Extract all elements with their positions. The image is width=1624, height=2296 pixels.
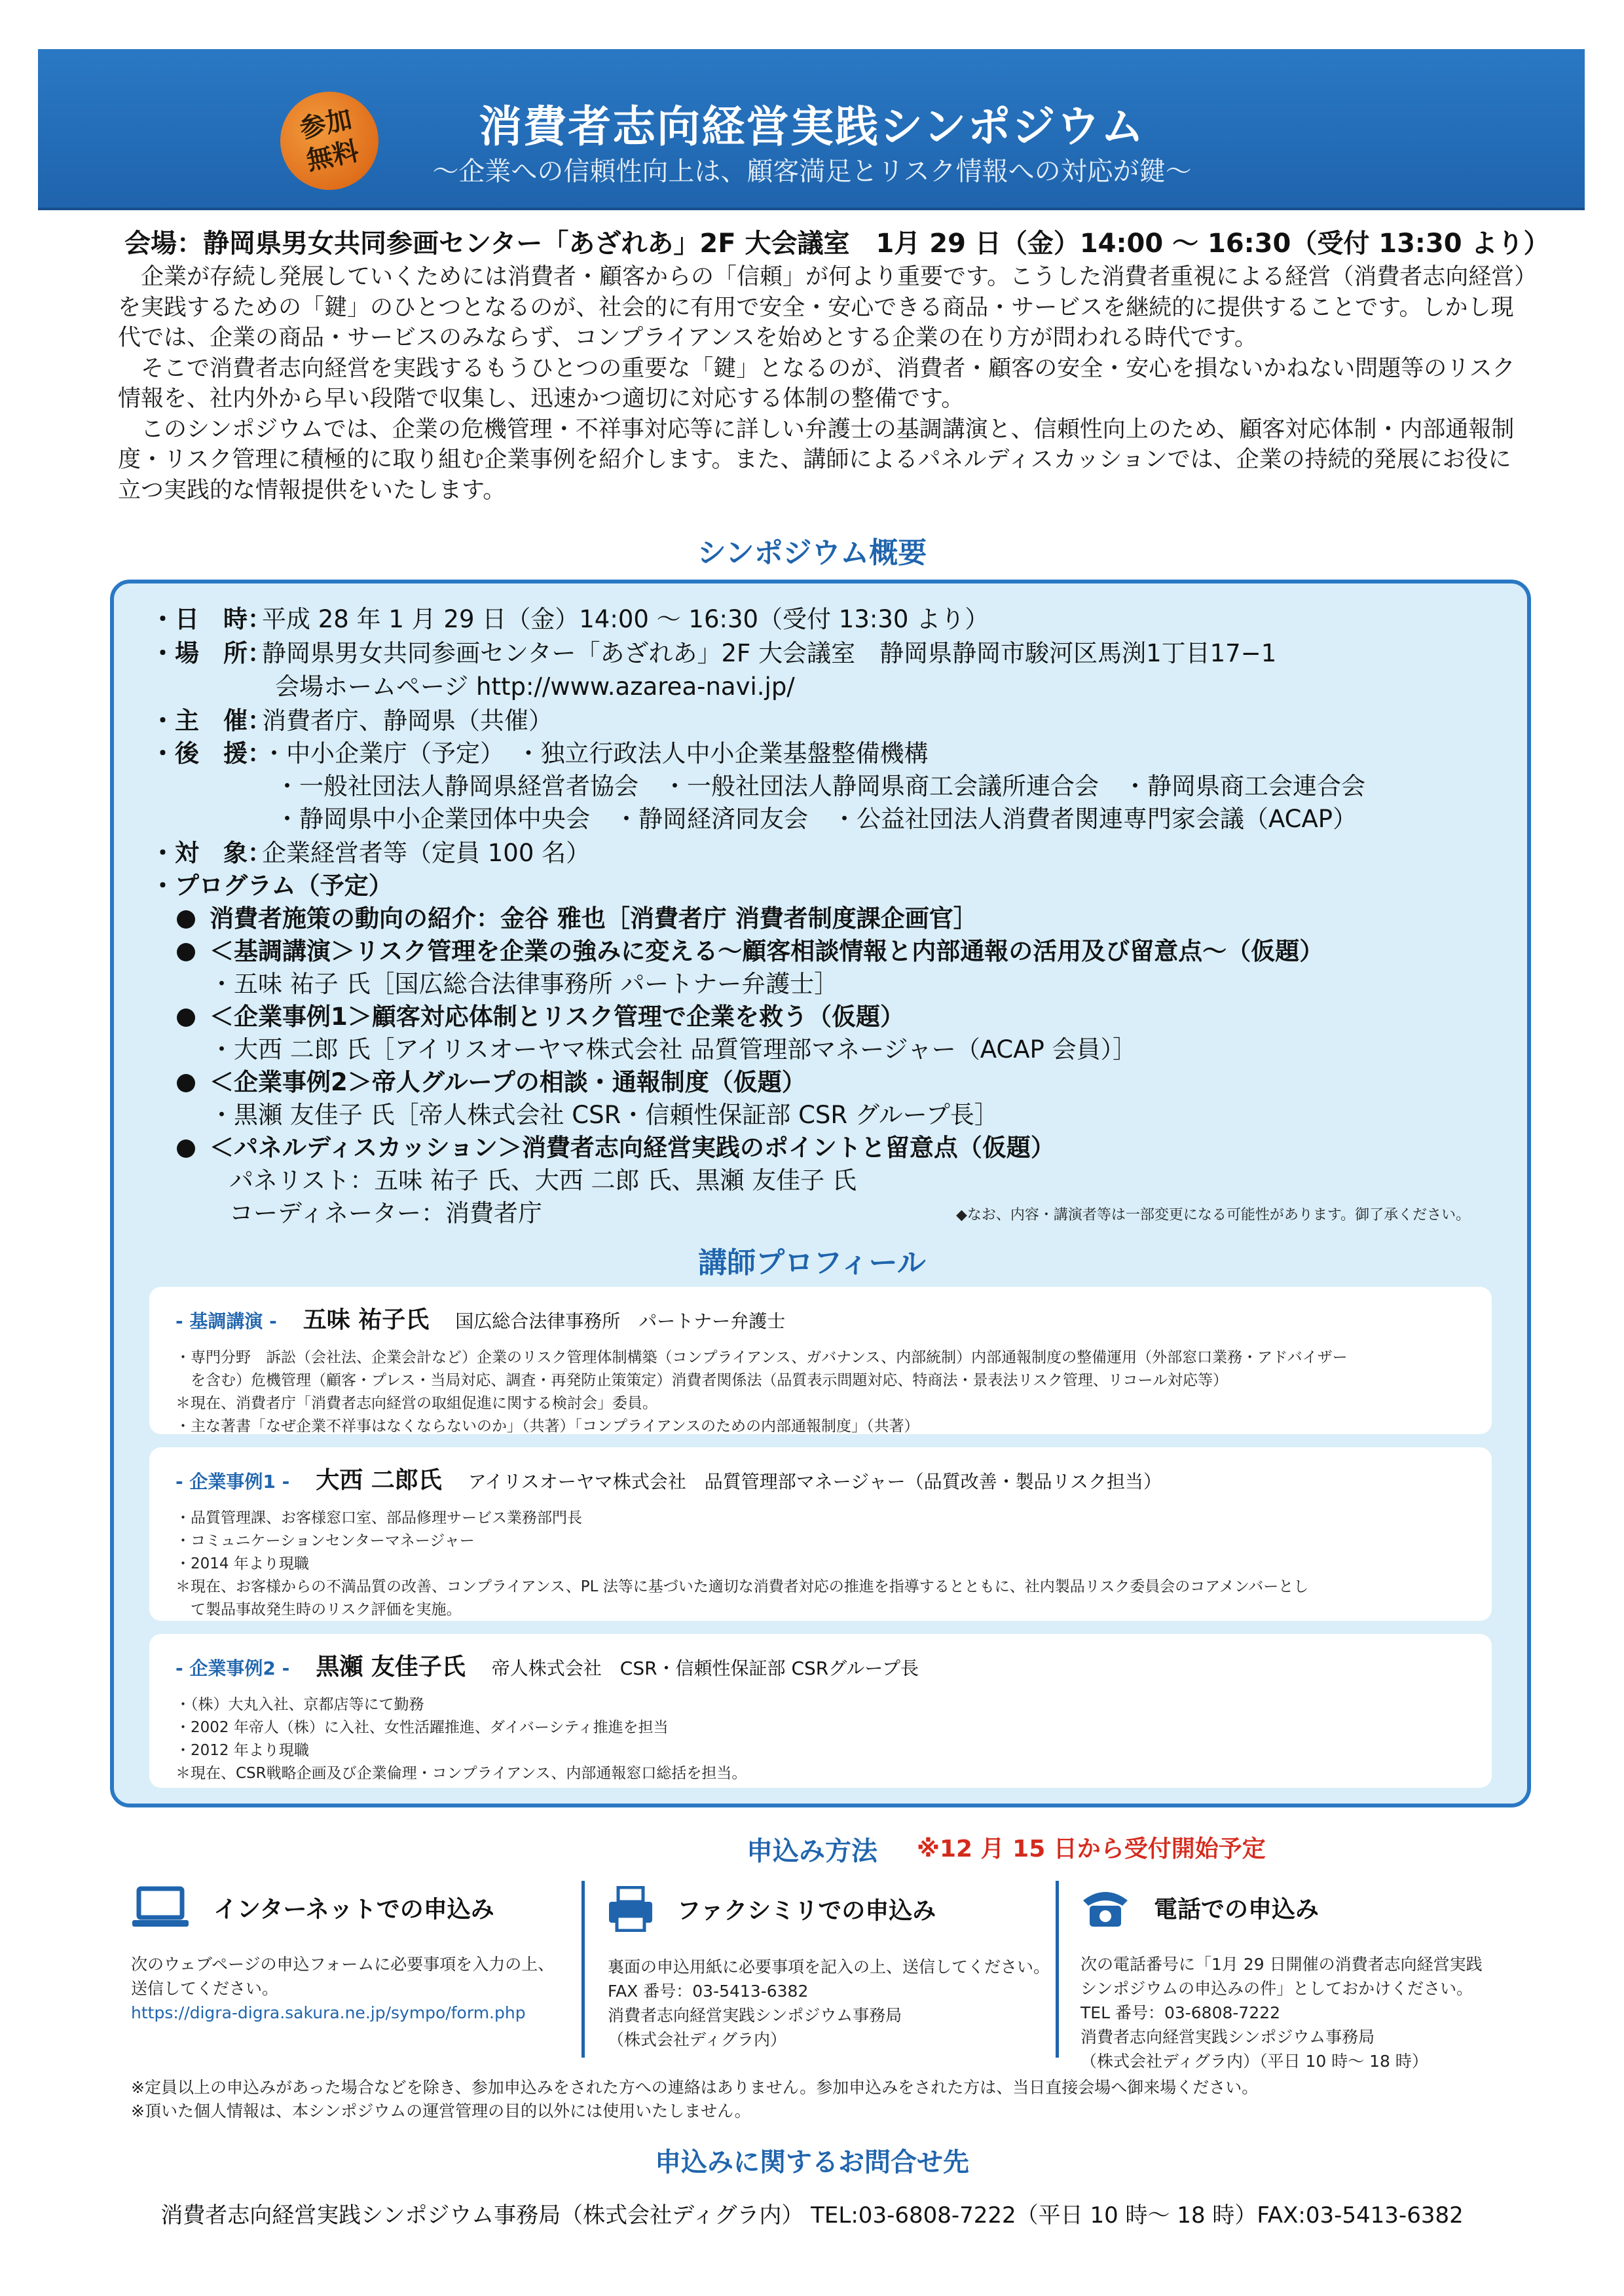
profile-tag: - 企業事例1 -	[175, 1471, 290, 1492]
program-speaker: ・五味 祐子 氏［国広総合法律事務所 パートナー弁護士］	[210, 970, 839, 998]
internet-method-header	[131, 1886, 589, 1935]
method-divider	[581, 1881, 585, 2058]
apply-heading: 申込み方法	[747, 1836, 877, 1866]
profile-line: ・2012 年より現職	[175, 1742, 309, 1759]
contact-line: 消費者志向経営実践シンポジウム事務局（株式会社ディグラ内） TEL:03-6808-7222（平日 10 時～ 18 時）FAX:03-5413-6382	[160, 2202, 1464, 2229]
profile-line: ・2002 年帝人（株）に入社、女性活躍推進、ダイバーシティ推進を担当	[175, 1719, 669, 1736]
profile-header	[175, 1301, 1466, 1335]
bullet-icon	[177, 910, 195, 929]
support-line: ・静岡県中小企業団体中央会 ・静岡経済同友会 ・公益社団法人消費者関連専門家会議（ACAP）	[275, 805, 1357, 833]
program-item	[177, 898, 978, 934]
profile-line: ・専門分野 訴訟（会社法、企業会計など）企業のリスク管理体制構築（コンプライアンス、ガバナンス、内部統制）内部通報制度の整備運用（外部窓口業務・アドバイザー	[175, 1349, 1348, 1366]
profile-name: 五味 祐子氏	[303, 1306, 430, 1333]
phone-method	[1080, 1886, 1539, 2073]
application-form-link[interactable]: https://digra-digra.sakura.ne.jp/sympo/form.php	[131, 2003, 526, 2022]
method-line: 次の電話番号に「1月 29 日開催の消費者志向経営実践	[1080, 1955, 1483, 1974]
overview-date	[151, 599, 989, 635]
telephone-icon	[1080, 1886, 1130, 1935]
program-item	[177, 997, 904, 1032]
method-line: 裏面の申込用紙に必要事項を記入の上、送信してください。	[608, 1957, 1050, 1976]
method-line: TEL 番号：03-6808-7222	[1080, 2003, 1281, 2022]
fax-method	[608, 1886, 1066, 2052]
footnotes	[131, 2076, 1258, 2123]
profile-line: ・品質管理課、お客様窓口室、部品修理サービス業務部門長	[175, 1509, 582, 1527]
program-item-text: ＜基調講演＞リスク管理を企業の強みに変える～顧客相談情報と内部通報の活用及び留意点～（仮題）	[210, 937, 1324, 965]
fax-method-body	[608, 1955, 1066, 2052]
program-item-text: ＜企業事例2＞帝人グループの相談・通報制度（仮題）	[210, 1068, 806, 1096]
profile-details	[175, 1346, 1466, 1438]
program-item	[177, 931, 1323, 967]
fax-icon	[608, 1886, 654, 1938]
phone-method-title: 電話での申込み	[1154, 1896, 1320, 1923]
place-key: ・場 所：	[151, 639, 272, 667]
apply-start-note: ※12 月 15 日から受付開始予定	[917, 1836, 1266, 1862]
intro-paragraph: 企業が存続し発展していくためには消費者・顧客からの「信頼」が何より重要です。こうした消費者重視による経営（消費者志向経営）を実践するための「鍵」のひとつとなるのが、社会的に有用で安全・安心できる商品・サービスを継続的に提供することです。しかし現代では、企業の商品・サービスのみならず、コンプライアンスを始めとする企業の在り方が問われる時代です。	[118, 264, 1526, 351]
phone-method-header	[1080, 1886, 1539, 1935]
bullet-icon	[177, 1139, 195, 1158]
overview-support	[151, 733, 929, 769]
venue-line: 会場：静岡県男女共同参画センター「あざれあ」2F 大会議室 1月 29 日（金）14:00 ～ 16:30（受付 13:30 より）	[124, 229, 1550, 259]
method-line: 消費者志向経営実践シンポジウム事務局	[1080, 2028, 1375, 2046]
support-line: ・一般社団法人静岡県経営者協会 ・一般社団法人静岡県商工会議所連合会 ・静岡県商工会連合会	[275, 772, 1365, 800]
intro-text	[118, 262, 1532, 506]
badge-line1: 参加	[297, 103, 355, 145]
profile-card-case2	[149, 1634, 1492, 1788]
support-line: ・中小企業庁（予定） ・独立行政法人中小企業基盤整備機構	[262, 739, 929, 768]
target-key: ・対 象：	[151, 839, 272, 867]
profile-line: ・（株）大丸入社、京都店等にて勤務	[175, 1696, 424, 1713]
profile-affiliation: 帝人株式会社 CSR・信頼性保証部 CSRグループ長	[491, 1657, 919, 1679]
contact-heading: 申込みに関するお問合せ先	[655, 2147, 969, 2177]
profile-line: ・主な著書「なぜ企業不祥事はなくならないのか」（共著）「コンプライアンスのための内部通報制度」（共著）	[175, 1418, 919, 1435]
profile-line: ・2014 年より現職	[175, 1555, 309, 1572]
place-value: 静岡県男女共同参画センター「あざれあ」2F 大会議室 静岡県静岡市駿河区馬渕1丁目17−1	[262, 639, 1277, 667]
phone-method-body	[1080, 1952, 1539, 2073]
footnote: ※頂いた個人情報は、本シンポジウムの運営管理の目的以外には使用いたしません。	[131, 2102, 751, 2120]
method-divider	[1056, 1881, 1059, 2058]
program-item	[177, 1128, 1055, 1163]
profile-line: を含む）危機管理（顧客・プレス・当局対応、調査・再発防止策策定）消費者関係法（品質表示問題対応、特商法・景表法リスク管理、リコール対応等）	[175, 1372, 1228, 1389]
profile-header	[175, 1648, 1466, 1682]
date-key: ・日 時：	[151, 605, 272, 633]
date-value: 平成 28 年 1 月 29 日（金）14:00 ～ 16:30（受付 13:30 より）	[262, 605, 989, 633]
profile-card-keynote	[149, 1287, 1492, 1434]
footnote: ※定員以上の申込みがあった場合などを除き、参加申込みをされた方への連絡はありません。参加申込みをされた方は、当日直接会場へ御来場ください。	[131, 2078, 1259, 2097]
fax-method-title: ファクシミリでの申込み	[677, 1897, 936, 1925]
program-speaker: ・黒瀬 友佳子 氏［帝人株式会社 CSR・信頼性保証部 CSR グループ長］	[210, 1101, 999, 1129]
program-item-text: 消費者施策の動向の紹介：金谷 雅也［消費者庁 消費者制度課企画官］	[210, 904, 978, 933]
profile-card-case1	[149, 1447, 1492, 1621]
fax-method-header	[608, 1886, 1066, 1938]
badge-line2: 無料	[304, 136, 361, 177]
profile-name: 大西 二郎氏	[316, 1467, 442, 1494]
overview-target	[151, 833, 590, 868]
profile-tag: - 企業事例2 -	[175, 1657, 290, 1679]
laptop-icon	[131, 1886, 190, 1935]
page-subtitle: ～企業への信頼性向上は、顧客満足とリスク情報への対応が鍵～	[432, 157, 1192, 187]
profile-line: ・コミュニケーションセンターマネージャー	[175, 1532, 475, 1549]
method-line: （株式会社ディグラ内）	[608, 2030, 787, 2049]
method-line: シンポジウムの申込みの件」としておかけください。	[1080, 1979, 1473, 1998]
program-item	[177, 1062, 806, 1098]
program-item-text: ＜パネルディスカッション＞消費者志向経営実践のポイントと留意点（仮題）	[210, 1134, 1055, 1162]
coordinator: コーディネーター：消費者庁	[229, 1199, 543, 1227]
profile-line: ＊現在、お客様からの不満品質の改善、コンプライアンス、PL 法等に基づいた適切な消費者対応の推進を指導するとともに、社内製品リスク委員会のコアメンバーとし	[175, 1578, 1309, 1595]
venue-homepage-link[interactable]: 会場ホームページ http://www.azarea-navi.jp/	[275, 673, 795, 701]
support-key: ・後 援：	[151, 739, 272, 768]
profile-name: 黒瀬 友佳子氏	[316, 1654, 466, 1680]
profile-line: て製品事故発生時のリスク評価を実施。	[175, 1601, 462, 1618]
profile-line: ＊現在、CSR戦略企画及び企業倫理・コンプライアンス、内部通報窓口総括を担当。	[175, 1765, 747, 1782]
method-line: 消費者志向経営実践シンポジウム事務局	[608, 2006, 902, 2025]
profiles-heading: 講師プロフィール	[698, 1246, 926, 1280]
intro-paragraph: このシンポジウムでは、企業の危機管理・不祥事対応等に詳しい弁護士の基調講演と、信頼性向上のため、顧客対応体制・内部通報制度・リスク管理に積極的に取り組む企業事例を紹介します。また、講師によるパネルディスカッションでは、企業の持続的発展にお役に立つ実践的な情報提供をいたします。	[118, 416, 1515, 504]
method-line: 次のウェブページの申込フォームに必要事項を入力の上、	[131, 1955, 555, 1974]
profile-tag: - 基調講演 -	[175, 1310, 277, 1332]
overview-place	[151, 633, 1276, 669]
bullet-icon	[177, 1009, 195, 1027]
panelists: パネリスト：五味 祐子 氏、大西 二郎 氏、黒瀬 友佳子 氏	[229, 1166, 857, 1194]
internet-method-title: インターネットでの申込み	[213, 1896, 494, 1923]
profile-header	[175, 1462, 1466, 1495]
profile-details	[175, 1694, 1466, 1785]
host-value: 消費者庁、静岡県（共催）	[262, 707, 553, 735]
host-key: ・主 催：	[151, 707, 272, 735]
intro-paragraph: そこで消費者志向経営を実践するもうひとつの重要な「鍵」となるのが、消費者・顧客の安全・安心を損ないかねない問題等のリスク情報を、社内外から早い段階で収集し、迅速かつ適切に対応する体制の整備です。	[118, 355, 1515, 412]
profile-details	[175, 1507, 1466, 1621]
change-note: ◆なお、内容・講演者等は一部変更になる可能性があります。御了承ください。	[956, 1207, 1471, 1223]
overview-host	[151, 701, 553, 736]
profile-affiliation: アイリスオーヤマ株式会社 品質管理部マネージャー（品質改善・製品リスク担当）	[468, 1471, 1162, 1492]
target-value: 企業経営者等（定員 100 名）	[262, 839, 591, 867]
program-heading: ・プログラム（予定）	[151, 872, 393, 900]
profile-affiliation: 国広総合法律事務所 パートナー弁護士	[455, 1310, 786, 1332]
method-line: （株式会社ディグラ内）（平日 10 時～ 18 時）	[1080, 2052, 1428, 2071]
method-line: FAX 番号：03-5413-6382	[608, 1982, 809, 2001]
profile-line: ＊現在、消費者庁「消費者志向経営の取組促進に関する検討会」委員。	[175, 1395, 657, 1412]
internet-method-body	[131, 1952, 589, 2025]
method-line: 送信してください。	[131, 1979, 279, 1998]
program-speaker: ・大西 二郎 氏［アイリスオーヤマ株式会社 品質管理部マネージャー（ACAP 会員）］	[210, 1035, 1137, 1064]
overview-heading: シンポジウム概要	[697, 536, 927, 570]
program-item-text: ＜企業事例1＞顧客対応体制とリスク管理で企業を救う（仮題）	[210, 1003, 905, 1031]
bullet-icon	[177, 1074, 195, 1092]
page-title: 消費者志向経営実践シンポジウム	[479, 102, 1145, 152]
bullet-icon	[177, 943, 195, 961]
internet-method	[131, 1886, 589, 2025]
